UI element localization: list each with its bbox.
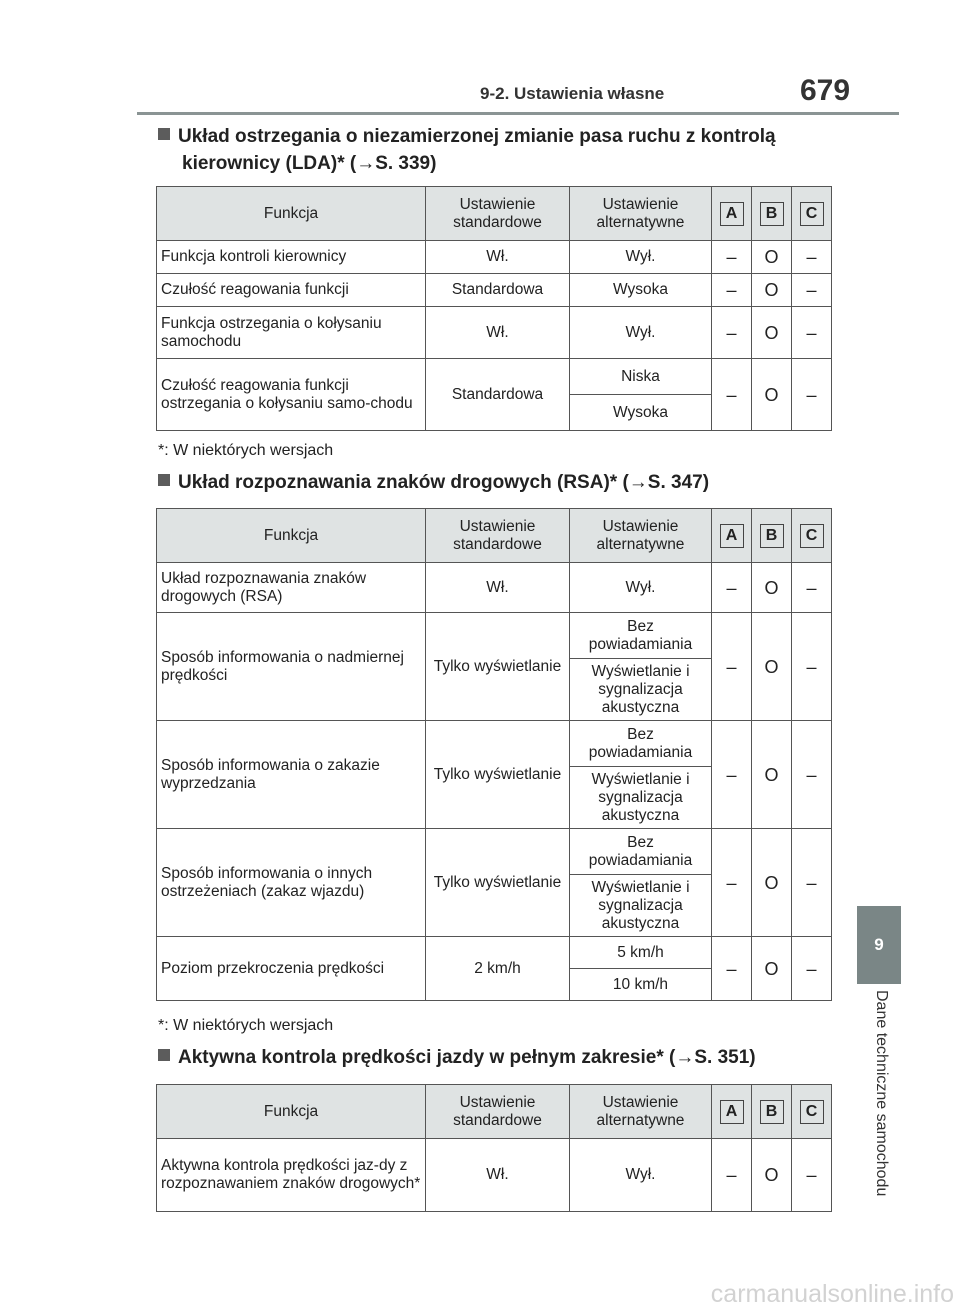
watermark: carmanualsonline.info (710, 1280, 954, 1308)
header-alternative: Ustawienie alternatywne (570, 187, 712, 241)
table-row: Sposób informowania o nadmiernej prędkości Tylko wyświetlanie Bez powiadamiania – O – (157, 613, 832, 659)
settings-table-acc (156, 1084, 832, 1212)
chapter-number: 9 (874, 935, 884, 954)
bullet-square-icon (158, 1049, 170, 1061)
table-row: Funkcja kontroli kierownicy Wł. Wył. – O – (157, 241, 832, 274)
c-box-icon: C (800, 524, 824, 548)
b-box-icon: B (760, 202, 784, 226)
a-box-icon: A (720, 202, 744, 226)
header-b (752, 187, 792, 241)
chapter-tab[interactable] (857, 906, 901, 984)
page-number: 679 (800, 74, 851, 107)
settings-table-lda (156, 186, 832, 431)
table-row: Czułość reagowania funkcji Standardowa Wysoka – O – (157, 274, 832, 307)
header-c (792, 187, 832, 241)
table-row: Układ rozpoznawania znaków drogowych (RSA) Wł. Wył. – O – (157, 563, 832, 613)
header-alternative: Ustawienie alternatywne (570, 1085, 712, 1139)
table-row: Czułość reagowania funkcji ostrzegania o kołysaniu samo-chodu Standardowa Niska – O – (157, 359, 832, 395)
header-a (712, 1085, 752, 1139)
b-box-icon: B (760, 1100, 784, 1124)
header-b (752, 1085, 792, 1139)
table-row: Wysoka (157, 395, 832, 431)
table-row: Poziom przekroczenia prędkości 2 km/h 5 km/h – O – (157, 937, 832, 969)
table-row: Aktywna kontrola prędkości jaz-dy z rozpoznawaniem znaków drogowych* Wł. Wył. – O – (157, 1139, 832, 1212)
header-b (752, 509, 792, 563)
b-box-icon: B (760, 524, 784, 548)
header-a (712, 187, 752, 241)
header-function: Funkcja (157, 187, 426, 241)
settings-table-rsa (156, 508, 832, 1001)
a-box-icon: A (720, 1100, 744, 1124)
footnote: *: W niektórych wersjach (158, 442, 334, 459)
table-row: 10 km/h (157, 969, 832, 1001)
footnote: *: W niektórych wersjach (158, 1017, 334, 1034)
header-default: Ustawienie standardowe (426, 509, 570, 563)
bullet-square-icon (158, 474, 170, 486)
header-c (792, 1085, 832, 1139)
table-row: Wyświetlanie i sygnalizacja akustyczna (157, 875, 832, 937)
header-default: Ustawienie standardowe (426, 187, 570, 241)
header-a (712, 509, 752, 563)
header-alternative: Ustawienie alternatywne (570, 509, 712, 563)
c-box-icon: C (800, 1100, 824, 1124)
c-box-icon: C (800, 202, 824, 226)
header-default: Ustawienie standardowe (426, 1085, 570, 1139)
a-box-icon: A (720, 524, 744, 548)
table-row: Funkcja ostrzegania o kołysaniu samochodu Wł. Wył. – O – (157, 307, 832, 359)
bullet-square-icon (158, 128, 170, 140)
header-function: Funkcja (157, 509, 426, 563)
table-header-row (157, 509, 832, 563)
table-row: Wyświetlanie i sygnalizacja akustyczna (157, 767, 832, 829)
chapter-label: Dane techniczne samochodu (873, 990, 890, 1197)
section-title: 9-2. Ustawienia własne (480, 84, 665, 103)
section-heading-lda: Układ ostrzegania o niezamierzonej zmianie pasa ruchu z kontrolą kierownicy (LDA)* (→S. 339) (158, 123, 838, 177)
table-row: Sposób informowania o innych ostrzeżeniach (zakaz wjazdu) Tylko wyświetlanie Bez powiadamiania – O – (157, 829, 832, 875)
section-heading-rsa: Układ rozpoznawania znaków drogowych (RSA)* (→S. 347) (158, 469, 838, 496)
header-divider (137, 112, 899, 115)
header-c (792, 509, 832, 563)
section-heading-acc: Aktywna kontrola prędkości jazdy w pełnym zakresie* (→S. 351) (158, 1044, 838, 1071)
table-header-row (157, 187, 832, 241)
table-row: Sposób informowania o zakazie wyprzedzania Tylko wyświetlanie Bez powiadamiania – O – (157, 721, 832, 767)
header-function: Funkcja (157, 1085, 426, 1139)
table-row: Wyświetlanie i sygnalizacja akustyczna (157, 659, 832, 721)
table-header-row (157, 1085, 832, 1139)
